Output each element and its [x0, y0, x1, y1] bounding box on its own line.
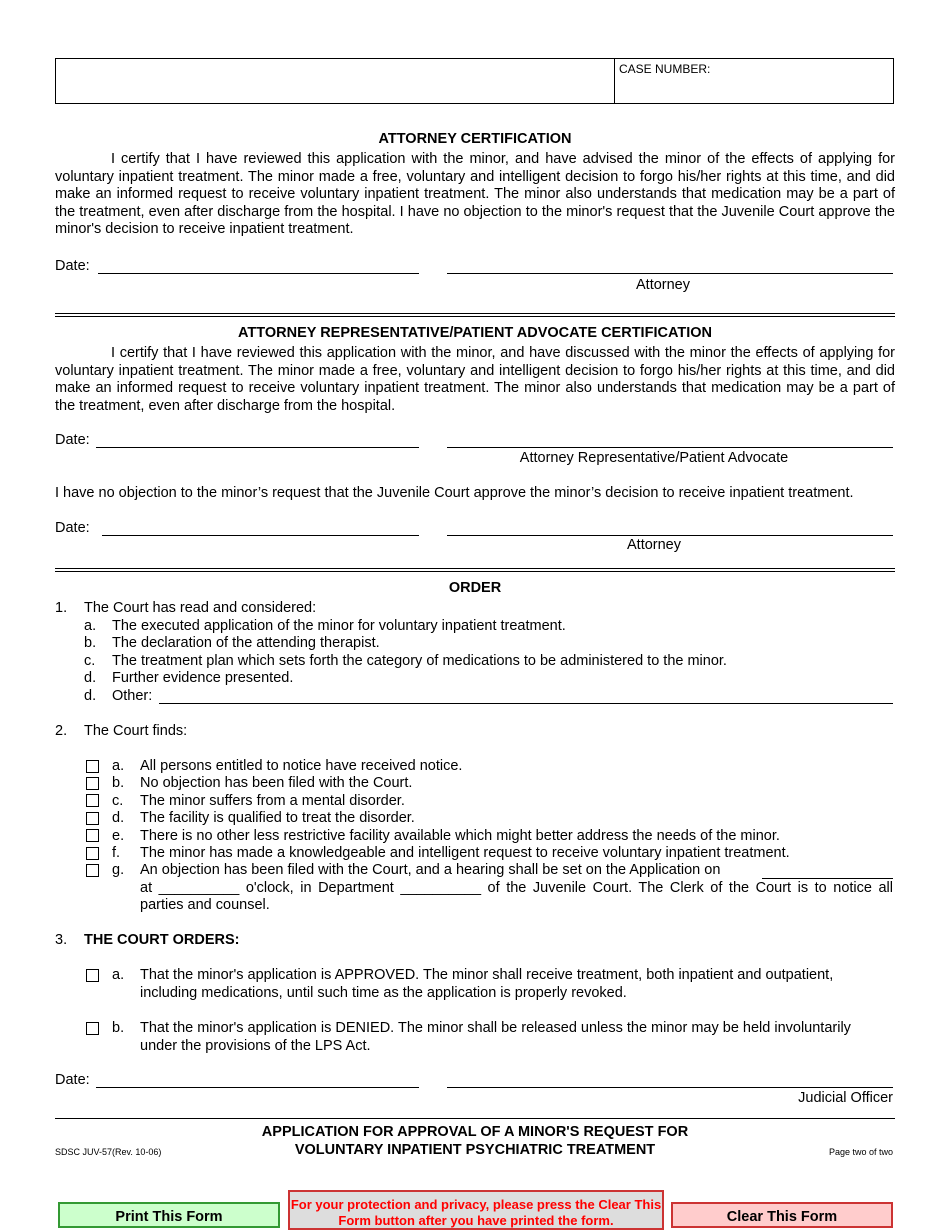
attorney-sig-caption: Attorney	[636, 277, 690, 293]
order-a-letter: a.	[112, 967, 125, 983]
header-box	[55, 58, 894, 104]
finding-a-text: All persons entitled to notice have received notice.	[140, 758, 463, 774]
order-title: ORDER	[448, 580, 502, 596]
finding-f-text: The minor has made a knowledgeable and intelligent request to receive voluntary inpatient treatment.	[140, 845, 790, 861]
finding-g-line2: at __________ o'clock, in Department __________ of the Juvenile Court. The Clerk of the Court is to notice all	[140, 880, 893, 896]
advocate-cert-text: I certify that I have reviewed this application with the minor, and have discussed with the minor the effects of applying for voluntary inpatient treatment. The minor made a free, voluntary and intelligent decision to forgo his/her rights at this time, and did make an informed request to receive voluntary inpatient treatment. The minor also understands that medication may be a part of the treatment, even after discharge from the hospital.	[55, 345, 895, 414]
finding-g-letter: g.	[112, 862, 125, 878]
finding-b-checkbox[interactable]	[86, 777, 99, 790]
no-objection-text: I have no objection to the minor’s request that the Juvenile Court approve the minor’s decision to receive inpatient treatment.	[55, 485, 854, 501]
section-divider	[55, 568, 895, 572]
judicial-date-field[interactable]	[96, 1087, 419, 1088]
attorney-cert-title: ATTORNEY CERTIFICATION	[378, 131, 572, 147]
order-denied-checkbox[interactable]	[86, 1022, 99, 1035]
order-b-letter: b.	[112, 1020, 125, 1036]
attorney-signature-line[interactable]	[447, 273, 893, 274]
order-approved-line2: including medications, until such time as the application is properly revoked.	[140, 985, 627, 1001]
order-denied-line1: That the minor's application is DENIED. The minor shall be released unless the minor may be held involuntarily	[140, 1020, 851, 1036]
attorney-date-label: Date:	[55, 258, 90, 274]
finding-b-text: No objection has been filed with the Court.	[140, 775, 413, 791]
case-number-field[interactable]	[614, 59, 894, 103]
finding-a-letter: a.	[112, 758, 125, 774]
considered-other-label: Other:	[112, 688, 153, 704]
considered-d-text: Further evidence presented.	[112, 670, 294, 686]
clear-form-button[interactable]: Clear This Form	[671, 1202, 893, 1228]
finding-c-text: The minor suffers from a mental disorder.	[140, 793, 405, 809]
finding-a-checkbox[interactable]	[86, 760, 99, 773]
order-approved-checkbox[interactable]	[86, 969, 99, 982]
order-item-1-text: The Court has read and considered:	[84, 600, 317, 616]
finding-g-checkbox[interactable]	[86, 864, 99, 877]
attorney2-date-label: Date:	[55, 520, 90, 536]
judicial-signature-line[interactable]	[447, 1087, 893, 1088]
attorney2-sig-caption: Attorney	[627, 537, 681, 553]
attorney-cert-text: I certify that I have reviewed this application with the minor, and have advised the minor of the effects of applying for voluntary inpatient treatment. The minor made a free, voluntary and intelligent decision to forgo his/her rights at this time, and did make an informed request to receive voluntary inpatient treatment. The minor also understands that medication may be a part of the treatment, even after discharge from the hospital. I have no objection to the minor's request that the Juvenile Court approve the minor's decision to receive inpatient treatment.	[55, 151, 895, 237]
print-form-button[interactable]: Print This Form	[58, 1202, 280, 1228]
finding-f-letter: f.	[112, 845, 121, 861]
judicial-sig-caption: Judicial Officer	[798, 1090, 893, 1106]
order-item-3-number: 3.	[55, 932, 68, 948]
footer-title	[175, 1123, 775, 1159]
section-divider	[55, 313, 895, 317]
considered-b-letter: b.	[84, 635, 97, 651]
attorney-date-field[interactable]	[98, 273, 419, 274]
finding-e-letter: e.	[112, 828, 125, 844]
considered-other-letter: d.	[84, 688, 97, 704]
footer-divider	[55, 1118, 895, 1119]
advocate-date-field[interactable]	[96, 447, 419, 448]
order-approved-line1: That the minor's application is APPROVED. The minor shall receive treatment, both inpatient and outpatient,	[140, 967, 834, 983]
finding-d-text: The facility is qualified to treat the disorder.	[140, 810, 415, 826]
footer-title-line2: VOLUNTARY INPATIENT PSYCHIATRIC TREATMENT	[294, 1142, 656, 1158]
order-item-3-text: THE COURT ORDERS:	[84, 932, 240, 948]
advocate-cert-title: ATTORNEY REPRESENTATIVE/PATIENT ADVOCATE CERTIFICATION	[238, 325, 712, 341]
finding-g-line3: parties and counsel.	[140, 897, 270, 913]
case-number-label: CASE NUMBER:	[619, 62, 711, 76]
finding-d-checkbox[interactable]	[86, 812, 99, 825]
order-item-1-number: 1.	[55, 600, 68, 616]
attorney2-date-field[interactable]	[102, 535, 419, 536]
considered-d-letter: d.	[84, 670, 97, 686]
finding-b-letter: b.	[112, 775, 125, 791]
finding-g-text: An objection has been filed with the Court, and a hearing shall be set on the Application on	[140, 862, 721, 878]
form-id: SDSC JUV-57(Rev. 10-06)	[55, 1147, 162, 1157]
advocate-signature-line[interactable]	[447, 447, 893, 448]
finding-d-letter: d.	[112, 810, 125, 826]
finding-e-checkbox[interactable]	[86, 829, 99, 842]
attorney2-signature-line[interactable]	[447, 535, 893, 536]
finding-c-letter: c.	[112, 793, 124, 809]
considered-c-letter: c.	[84, 653, 96, 669]
page-indicator: Page two of two	[828, 1147, 893, 1157]
other-evidence-field[interactable]	[159, 703, 893, 704]
order-denied-line2: under the provisions of the LPS Act.	[140, 1038, 371, 1054]
considered-c-text: The treatment plan which sets forth the category of medications to be administered to the minor.	[112, 653, 727, 669]
advocate-sig-caption: Attorney Representative/Patient Advocate	[519, 450, 789, 466]
considered-a-text: The executed application of the minor for voluntary inpatient treatment.	[112, 618, 566, 634]
finding-e-text: There is no other less restrictive facility available which might better address the needs of the minor.	[140, 828, 780, 844]
finding-f-checkbox[interactable]	[86, 847, 99, 860]
judicial-date-label: Date:	[55, 1072, 90, 1088]
considered-a-letter: a.	[84, 618, 97, 634]
order-item-2-number: 2.	[55, 723, 68, 739]
order-item-2-text: The Court finds:	[84, 723, 188, 739]
privacy-notice: For your protection and privacy, please press the Clear This Form button after you have printed the form.	[288, 1190, 664, 1230]
considered-b-text: The declaration of the attending therapist.	[112, 635, 380, 651]
advocate-date-label: Date:	[55, 432, 90, 448]
finding-c-checkbox[interactable]	[86, 794, 99, 807]
footer-title-line1: APPLICATION FOR APPROVAL OF A MINOR'S REQUEST FOR	[261, 1124, 689, 1140]
hearing-date-field[interactable]	[762, 878, 893, 879]
